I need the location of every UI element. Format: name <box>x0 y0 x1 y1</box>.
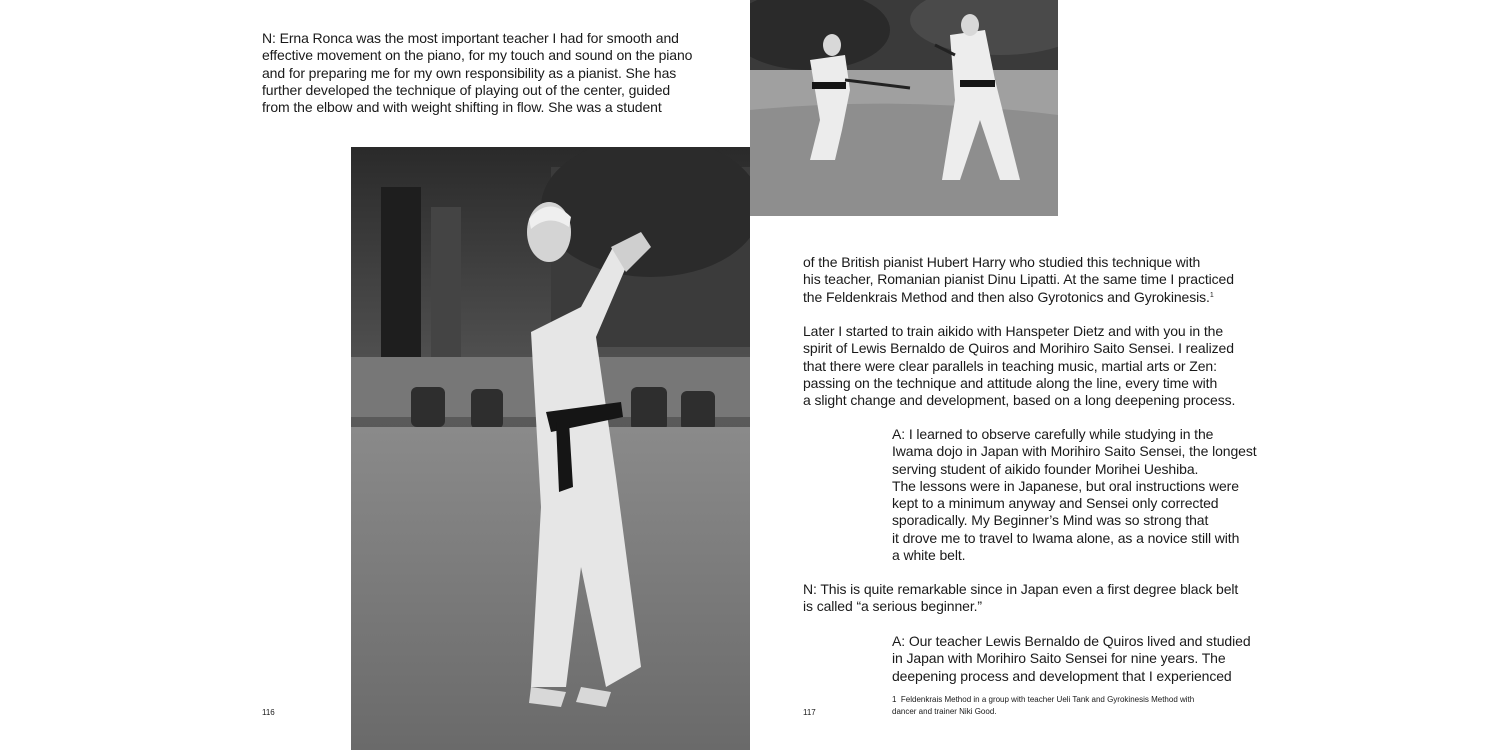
right-paragraph-1 <box>803 254 1234 306</box>
right-paragraph-2: Later I started to train aikido with Hanspeter Dietz and with you in the spirit of Lewis Bernaldo de Quiros and Morihiro Saito Sensei. I realized that there were clear parallels in teaching music, martial arts or Zen: passing on the technique and attitude along the line, every time with a slight change and development, based on a long deepening process. <box>803 323 1236 409</box>
right-page <box>750 0 1500 750</box>
page-number-left: 116 <box>262 708 275 717</box>
left-paragraph: N: Erna Ronca was the most important teacher I had for smooth and effective movement on the piano, for my touch and sound on the piano and for preparing me for my own responsibility as a pianist. She has further developed the technique of playing out of the center, guided from the elbow and with weight shifting in flow. She was a student <box>262 30 693 116</box>
footnote: 1 Feldenkrais Method in a group with teacher Ueli Tank and Gyrokinesis Method with dancer and trainer Niki Good. <box>892 695 1195 716</box>
aikido-practitioner-photo <box>351 147 750 750</box>
page-number-right: 117 <box>803 708 816 717</box>
answer-block-1: A: I learned to observe carefully while studying in the Iwama dojo in Japan with Morihiro Saito Sensei, the longest serving student of aikido founder Morihei Ueshiba. The lessons were in Japanese, but oral instructions were kept to a minimum anyway and Sensei only corrected sporadically. My Beginner’s Mind was so strong that it drove me to travel to Iwama alone, as a novice still with a white belt. <box>892 426 1257 564</box>
aikido-sword-practice-photo <box>750 0 1058 216</box>
footnote-reference: 1 <box>1209 291 1214 299</box>
right-paragraph-1-text: of the British pianist Hubert Harry who studied this technique with his teacher, Romanian pianist Dinu Lipatti. At the same time I practiced the Feldenkrais Method and then also Gyrotonics and Gyrokinesis. <box>803 254 1234 305</box>
right-paragraph-3: N: This is quite remarkable since in Japan even a first degree black belt is called “a serious beginner.” <box>803 581 1239 615</box>
answer-block-2: A: Our teacher Lewis Bernaldo de Quiros lived and studied in Japan with Morihiro Saito Sensei for nine years. The deepening process and development that I experienced <box>892 633 1251 684</box>
